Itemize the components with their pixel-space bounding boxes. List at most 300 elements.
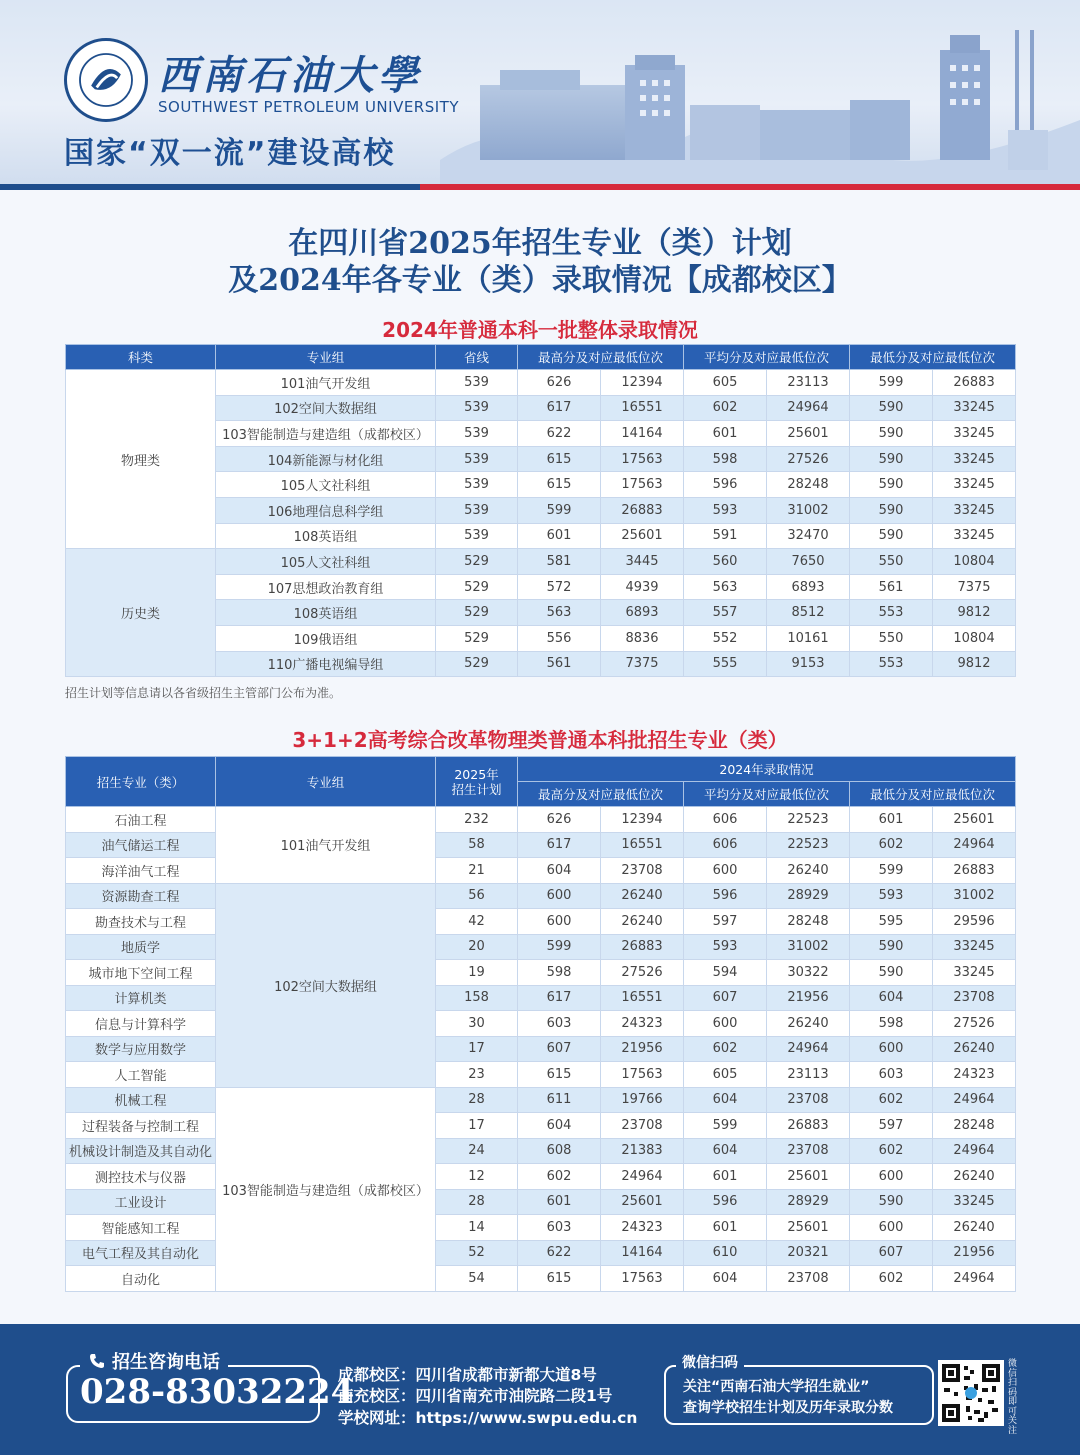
table-row [66,909,1016,935]
slogan: 国家“双一流”建设高校 [64,136,396,171]
qr-hint: 微信扫码即可关注 [1008,1359,1018,1436]
value-cell: 19 [436,960,518,986]
table-row [66,883,1016,909]
section-title-majors: 3+1+2高考综合改革物理类普通本科批招生专业（类） [292,728,788,752]
major-admission-table [65,756,1016,1292]
value-cell: 31002 [933,883,1016,909]
address-nanchong [338,1384,612,1406]
value-cell: 30 [436,1011,518,1037]
value-cell: 557 [684,600,767,626]
value-cell: 604 [518,1113,601,1139]
major-cell: 地质学 [66,934,216,960]
value-cell: 606 [684,832,767,858]
value-cell: 529 [436,651,518,677]
table-row [66,1062,1016,1088]
table-row [66,1036,1016,1062]
value-cell: 26883 [601,497,684,523]
value-cell: 607 [850,1240,933,1266]
major-cell: 资源勘查工程 [66,883,216,909]
value-cell: 593 [684,934,767,960]
value-cell: 604 [850,985,933,1011]
header-max: 最高分及对应最低位次 [518,782,684,807]
value-cell: 26240 [767,858,850,884]
value-cell: 617 [518,832,601,858]
value-cell: 23708 [767,1138,850,1164]
value-cell: 28929 [767,1189,850,1215]
major-cell: 油气储运工程 [66,832,216,858]
university-seal-logo [64,38,148,122]
value-cell: 7375 [601,651,684,677]
value-cell: 599 [518,497,601,523]
value-cell: 601 [684,1164,767,1190]
value-cell: 14164 [601,421,684,447]
major-cell: 计算机类 [66,985,216,1011]
table-row [66,1240,1016,1266]
value-cell: 602 [684,1036,767,1062]
value-cell: 12394 [601,370,684,396]
value-cell: 602 [850,832,933,858]
value-cell: 158 [436,985,518,1011]
value-cell: 593 [684,497,767,523]
value-cell: 24964 [933,1266,1016,1292]
value-cell: 563 [684,574,767,600]
value-cell: 603 [518,1215,601,1241]
major-cell: 数学与应用数学 [66,1036,216,1062]
value-cell: 601 [684,421,767,447]
table-row [66,858,1016,884]
value-cell: 9812 [933,651,1016,677]
brand-name-chinese: 西南石油大學 [158,52,422,99]
value-cell: 605 [684,1062,767,1088]
value-cell: 17563 [601,1266,684,1292]
value-cell: 23113 [767,370,850,396]
value-cell: 17563 [601,472,684,498]
value-cell: 607 [518,1036,601,1062]
header-2024-span: 2024年录取情况 [518,757,1016,782]
group-cell: 109俄语组 [216,625,436,651]
table-row [66,1215,1016,1241]
address-chengdu-label: 成都校区： [338,1366,416,1384]
major-cell: 城市地下空间工程 [66,960,216,986]
value-cell: 16551 [601,395,684,421]
page-title-line2: 及2024年各专业（类）录取情况【成都校区】 [228,263,852,298]
wechat-qr-code[interactable] [938,1360,1004,1426]
value-cell: 26240 [933,1036,1016,1062]
category-cell: 历史类 [66,549,216,677]
major-cell: 工业设计 [66,1189,216,1215]
hotline-number: 028-83032224 [80,1372,355,1412]
value-cell: 26883 [767,1113,850,1139]
group-cell: 101油气开发组 [216,370,436,396]
value-cell: 12 [436,1164,518,1190]
value-cell: 615 [518,1062,601,1088]
value-cell: 590 [850,523,933,549]
value-cell: 539 [436,446,518,472]
header-province-line: 省线 [436,345,518,370]
value-cell: 23708 [767,1087,850,1113]
value-cell: 29596 [933,909,1016,935]
table-row [66,1087,1016,1113]
value-cell: 33245 [933,497,1016,523]
value-cell: 556 [518,625,601,651]
major-cell: 电气工程及其自动化 [66,1240,216,1266]
value-cell: 608 [518,1138,601,1164]
table-row [66,832,1016,858]
header-min: 最低分及对应最低位次 [850,782,1016,807]
table-row [66,960,1016,986]
value-cell: 598 [518,960,601,986]
value-cell: 26883 [601,934,684,960]
value-cell: 602 [518,1164,601,1190]
value-cell: 30322 [767,960,850,986]
major-cell: 机械设计制造及其自动化 [66,1138,216,1164]
value-cell: 19766 [601,1087,684,1113]
major-cell: 信息与计算科学 [66,1011,216,1037]
table-row [66,985,1016,1011]
value-cell: 17563 [601,446,684,472]
group-cell: 108英语组 [216,600,436,626]
value-cell: 16551 [601,985,684,1011]
value-cell: 601 [518,523,601,549]
value-cell: 22523 [767,832,850,858]
header-min: 最低分及对应最低位次 [850,345,1016,370]
website-link[interactable]: https://www.swpu.edu.cn [415,1409,638,1427]
value-cell: 602 [684,395,767,421]
value-cell: 590 [850,960,933,986]
value-cell: 622 [518,421,601,447]
value-cell: 25601 [933,807,1016,833]
value-cell: 600 [684,1011,767,1037]
value-cell: 553 [850,651,933,677]
value-cell: 58 [436,832,518,858]
table-row [66,370,1016,396]
value-cell: 20 [436,934,518,960]
value-cell: 21383 [601,1138,684,1164]
section-title-overall: 2024年普通本科一批整体录取情况 [382,318,698,342]
value-cell: 594 [684,960,767,986]
value-cell: 572 [518,574,601,600]
value-cell: 539 [436,395,518,421]
value-cell: 25601 [767,1215,850,1241]
value-cell: 615 [518,446,601,472]
value-cell: 529 [436,574,518,600]
value-cell: 9153 [767,651,850,677]
value-cell: 24323 [933,1062,1016,1088]
major-cell: 人工智能 [66,1062,216,1088]
value-cell: 617 [518,395,601,421]
group-cell: 101油气开发组 [216,807,436,884]
value-cell: 553 [850,600,933,626]
value-cell: 600 [850,1036,933,1062]
header-stripe-blue [0,184,420,190]
value-cell: 42 [436,909,518,935]
value-cell: 21956 [767,985,850,1011]
value-cell: 596 [684,883,767,909]
value-cell: 26883 [933,858,1016,884]
value-cell: 595 [850,909,933,935]
value-cell: 25601 [767,1164,850,1190]
value-cell: 602 [850,1138,933,1164]
value-cell: 600 [518,909,601,935]
value-cell: 598 [850,1011,933,1037]
value-cell: 33245 [933,395,1016,421]
value-cell: 21956 [601,1036,684,1062]
campus-skyline-illustration [440,10,1080,190]
value-cell: 601 [684,1215,767,1241]
group-cell: 105人文社科组 [216,549,436,575]
value-cell: 23708 [767,1266,850,1292]
value-cell: 24323 [601,1215,684,1241]
value-cell: 24964 [933,832,1016,858]
value-cell: 28929 [767,883,850,909]
value-cell: 560 [684,549,767,575]
value-cell: 590 [850,934,933,960]
value-cell: 590 [850,1189,933,1215]
value-cell: 33245 [933,523,1016,549]
header-group: 专业组 [216,345,436,370]
value-cell: 600 [850,1164,933,1190]
value-cell: 23708 [601,858,684,884]
page-title-line1: 在四川省2025年招生专业（类）计划 [288,226,792,261]
group-cell: 103智能制造与建造组（成都校区） [216,421,436,447]
header-major: 招生专业（类） [66,757,216,807]
value-cell: 617 [518,985,601,1011]
footnote: 招生计划等信息请以各省级招生主管部门公布为准。 [65,686,342,700]
major-cell: 智能感知工程 [66,1215,216,1241]
value-cell: 604 [684,1087,767,1113]
value-cell: 24964 [933,1087,1016,1113]
value-cell: 17 [436,1113,518,1139]
value-cell: 555 [684,651,767,677]
address-chengdu [338,1363,597,1385]
value-cell: 25601 [767,421,850,447]
value-cell: 27526 [601,960,684,986]
value-cell: 611 [518,1087,601,1113]
table-row [66,1138,1016,1164]
value-cell: 604 [518,858,601,884]
value-cell: 24323 [601,1011,684,1037]
value-cell: 10804 [933,625,1016,651]
value-cell: 27526 [933,1011,1016,1037]
value-cell: 26883 [933,370,1016,396]
value-cell: 529 [436,549,518,575]
value-cell: 590 [850,421,933,447]
overall-admission-table [65,344,1016,677]
value-cell: 539 [436,370,518,396]
value-cell: 603 [518,1011,601,1037]
value-cell: 26240 [933,1164,1016,1190]
value-cell: 539 [436,421,518,447]
value-cell: 14164 [601,1240,684,1266]
value-cell: 33245 [933,472,1016,498]
value-cell: 28248 [767,472,850,498]
major-cell: 机械工程 [66,1087,216,1113]
table-header-row [66,345,1016,370]
value-cell: 12394 [601,807,684,833]
table-row [66,1113,1016,1139]
website-label: 学校网址： [338,1409,416,1427]
category-cell: 物理类 [66,370,216,549]
value-cell: 7650 [767,549,850,575]
value-cell: 14 [436,1215,518,1241]
value-cell: 605 [684,370,767,396]
major-cell: 石油工程 [66,807,216,833]
header-stripe-red [420,184,1080,190]
value-cell: 24964 [601,1164,684,1190]
address-chengdu-value: 四川省成都市新都大道8号 [415,1366,597,1384]
value-cell: 10161 [767,625,850,651]
value-cell: 615 [518,1266,601,1292]
value-cell: 600 [684,858,767,884]
value-cell: 539 [436,497,518,523]
value-cell: 17 [436,1036,518,1062]
value-cell: 601 [850,807,933,833]
value-cell: 24964 [933,1138,1016,1164]
value-cell: 539 [436,472,518,498]
table-row [66,1164,1016,1190]
value-cell: 26240 [601,883,684,909]
value-cell: 232 [436,807,518,833]
value-cell: 599 [850,370,933,396]
value-cell: 581 [518,549,601,575]
value-cell: 604 [684,1266,767,1292]
table-row [66,934,1016,960]
value-cell: 552 [684,625,767,651]
major-cell: 海洋油气工程 [66,858,216,884]
value-cell: 17563 [601,1062,684,1088]
table-row [66,549,1016,575]
value-cell: 590 [850,472,933,498]
value-cell: 56 [436,883,518,909]
value-cell: 561 [850,574,933,600]
value-cell: 529 [436,600,518,626]
group-cell: 102空间大数据组 [216,883,436,1087]
value-cell: 550 [850,549,933,575]
value-cell: 607 [684,985,767,1011]
value-cell: 23 [436,1062,518,1088]
value-cell: 26240 [601,909,684,935]
value-cell: 597 [684,909,767,935]
value-cell: 24964 [767,395,850,421]
value-cell: 33245 [933,446,1016,472]
value-cell: 21956 [933,1240,1016,1266]
value-cell: 600 [518,883,601,909]
value-cell: 26240 [767,1011,850,1037]
value-cell: 563 [518,600,601,626]
value-cell: 604 [684,1138,767,1164]
value-cell: 610 [684,1240,767,1266]
value-cell: 20321 [767,1240,850,1266]
value-cell: 550 [850,625,933,651]
header-max: 最高分及对应最低位次 [518,345,684,370]
group-cell: 107思想政治教育组 [216,574,436,600]
value-cell: 25601 [601,523,684,549]
major-cell: 测控技术与仪器 [66,1164,216,1190]
wechat-label: 微信扫码 [676,1352,744,1372]
table-header-row [66,757,1016,782]
group-cell: 106地理信息科学组 [216,497,436,523]
value-cell: 26240 [933,1215,1016,1241]
value-cell: 16551 [601,832,684,858]
value-cell: 28 [436,1087,518,1113]
major-cell: 自动化 [66,1266,216,1292]
value-cell: 596 [684,472,767,498]
website [338,1406,637,1428]
group-cell: 104新能源与材化组 [216,446,436,472]
header-plan [436,757,518,807]
value-cell: 539 [436,523,518,549]
value-cell: 31002 [767,497,850,523]
value-cell: 25601 [601,1189,684,1215]
wechat-line-2: 查询学校招生计划及历年录取分数 [683,1400,893,1416]
group-cell: 110广播电视编导组 [216,651,436,677]
value-cell: 33245 [933,421,1016,447]
value-cell: 6893 [601,600,684,626]
header-avg: 平均分及对应最低位次 [684,345,850,370]
value-cell: 8512 [767,600,850,626]
group-cell: 103智能制造与建造组（成都校区） [216,1087,436,1291]
value-cell: 615 [518,472,601,498]
value-cell: 22523 [767,807,850,833]
value-cell: 33245 [933,960,1016,986]
value-cell: 597 [850,1113,933,1139]
value-cell: 52 [436,1240,518,1266]
hotline-label [80,1348,228,1374]
value-cell: 602 [850,1087,933,1113]
value-cell: 54 [436,1266,518,1292]
value-cell: 606 [684,807,767,833]
header-avg: 平均分及对应最低位次 [684,782,850,807]
value-cell: 622 [518,1240,601,1266]
value-cell: 590 [850,395,933,421]
address-nanchong-label: 南充校区： [338,1387,416,1405]
value-cell: 28248 [767,909,850,935]
value-cell: 32470 [767,523,850,549]
value-cell: 602 [850,1266,933,1292]
value-cell: 601 [518,1189,601,1215]
header-plan-text: 2025年招生计划 [451,766,502,797]
value-cell: 599 [850,858,933,884]
hotline-label-text: 招生咨询电话 [112,1352,220,1373]
value-cell: 9812 [933,600,1016,626]
value-cell: 590 [850,497,933,523]
value-cell: 23113 [767,1062,850,1088]
wechat-line-1: 关注“西南石油大学招生就业” [683,1379,870,1395]
group-cell: 108英语组 [216,523,436,549]
value-cell: 24 [436,1138,518,1164]
value-cell: 591 [684,523,767,549]
header-category: 科类 [66,345,216,370]
address-nanchong-value: 四川省南充市油院路二段1号 [415,1387,613,1405]
value-cell: 33245 [933,934,1016,960]
value-cell: 24964 [767,1036,850,1062]
table-row [66,1266,1016,1292]
footer [0,1324,1080,1455]
table-row [66,1189,1016,1215]
value-cell: 21 [436,858,518,884]
major-cell: 勘查技术与工程 [66,909,216,935]
value-cell: 590 [850,446,933,472]
value-cell: 28 [436,1189,518,1215]
value-cell: 599 [518,934,601,960]
value-cell: 599 [684,1113,767,1139]
value-cell: 593 [850,883,933,909]
value-cell: 23708 [601,1113,684,1139]
value-cell: 600 [850,1215,933,1241]
value-cell: 27526 [767,446,850,472]
value-cell: 598 [684,446,767,472]
header-banner [0,0,1080,190]
